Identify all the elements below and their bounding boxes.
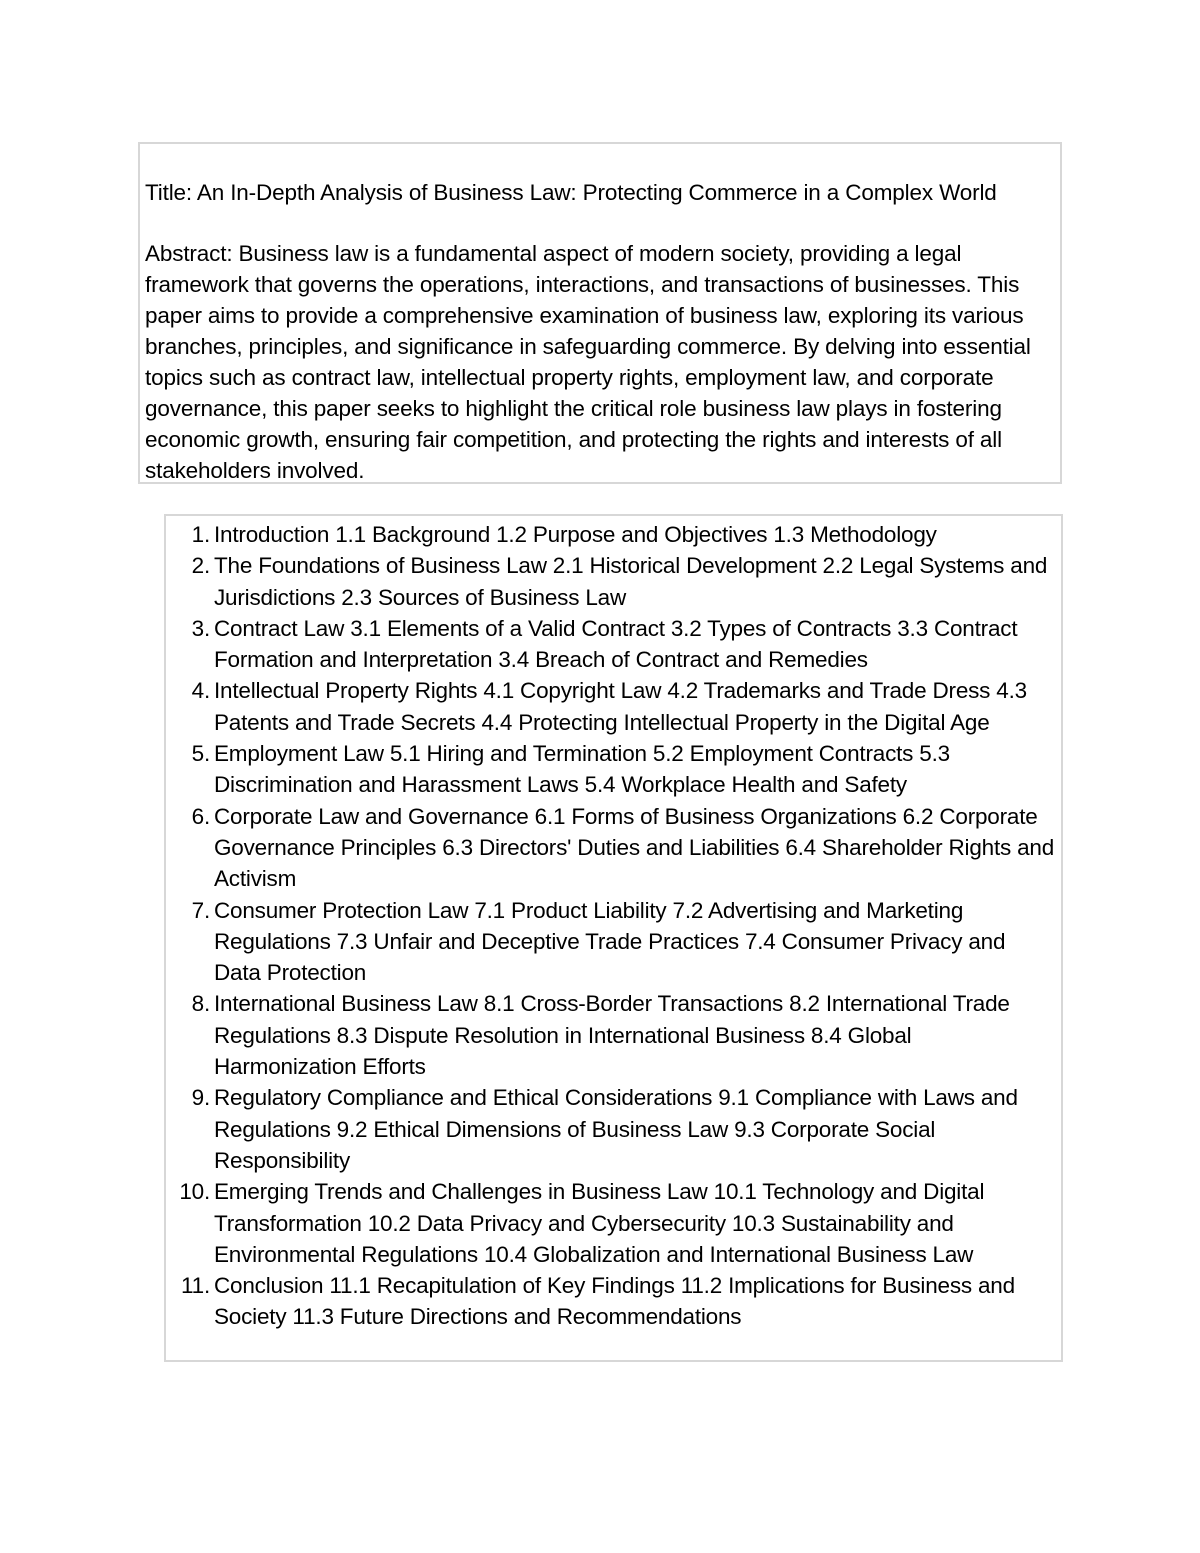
toc-item-number: 2. bbox=[191, 553, 210, 579]
toc-item-number: 4. bbox=[191, 678, 210, 704]
toc-item-text: Contract Law 3.1 Elements of a Valid Contract 3.2 Types of Contracts 3.3 Contract Formation and Interpretation 3.4 Breach of Contract and Remedies bbox=[214, 615, 1018, 673]
toc-item bbox=[166, 613, 1057, 676]
abstract-paragraph: Abstract: Business law is a fundamental aspect of modern society, providing a legal framework that governs the operations, interactions, and transactions of businesses. This paper aims to provide a comprehensive examination of business law, exploring its various branches, principles, and significance in safeguarding commerce. By delving into essential topics such as contract law, intellectual property rights, employment law, and corporate governance, this paper seeks to highlight the critical role business law plays in fostering economic growth, ensuring fair competition, and protecting the rights and interests of all stakeholders involved. bbox=[145, 241, 1031, 483]
table-of-contents bbox=[166, 519, 1057, 1333]
toc-item bbox=[166, 738, 1057, 801]
toc-item-number: 3. bbox=[191, 615, 210, 641]
toc-item-text: Regulatory Compliance and Ethical Considerations 9.1 Compliance with Laws and Regulations 9.2 Ethical Dimensions of Business Law 9.3 Corporate Social Responsibility bbox=[214, 1085, 1018, 1173]
toc-item bbox=[166, 550, 1057, 613]
toc-item-number: 1. bbox=[191, 522, 210, 547]
toc-item-text: The Foundations of Business Law 2.1 Historical Development 2.2 Legal Systems and Jurisdictions 2.3 Sources of Business Law bbox=[214, 553, 1048, 610]
toc-item bbox=[166, 801, 1057, 895]
toc-item-text: Corporate Law and Governance 6.1 Forms of Business Organizations 6.2 Corporate Governance Principles 6.3 Directors' Duties and Liabilities 6.4 Shareholder Rights and Activism bbox=[214, 803, 1055, 892]
toc-item bbox=[166, 1082, 1057, 1176]
toc-item-number: 6. bbox=[191, 803, 210, 829]
toc-item-number: 7. bbox=[191, 897, 210, 923]
toc-item-number: 11. bbox=[180, 1273, 210, 1299]
toc-item-text: Conclusion 11.1 Recapitulation of Key Findings 11.2 Implications for Business and Society 11.3 Future Directions and Recommendations bbox=[214, 1273, 1015, 1330]
toc-item-text: Intellectual Property Rights 4.1 Copyright Law 4.2 Trademarks and Trade Dress 4.3 Patents and Trade Secrets 4.4 Protecting Intellectual Property in the Digital Age bbox=[214, 678, 1027, 735]
toc-item bbox=[166, 519, 1057, 550]
toc-item-number: 5. bbox=[191, 741, 210, 767]
toc-item bbox=[166, 675, 1057, 738]
abstract-box bbox=[138, 142, 1062, 484]
toc-item-number: 8. bbox=[191, 991, 210, 1017]
toc-item-text: Emerging Trends and Challenges in Business Law 10.1 Technology and Digital Transformation 10.2 Data Privacy and Cybersecurity 10.3 Sustainability and Environmental Regulations 10.4 Globalization and International Business Law bbox=[214, 1179, 985, 1267]
toc-item-text: Employment Law 5.1 Hiring and Termination 5.2 Employment Contracts 5.3 Discrimination and Harassment Laws 5.4 Workplace Health and Safety bbox=[214, 741, 950, 798]
toc-item bbox=[166, 895, 1057, 989]
toc-item bbox=[166, 1270, 1057, 1333]
toc-item bbox=[166, 988, 1057, 1082]
toc-item-text: International Business Law 8.1 Cross-Border Transactions 8.2 International Trade Regulations 8.3 Dispute Resolution in International Business 8.4 Global Harmonization Efforts bbox=[214, 991, 1010, 1080]
toc-item-number: 10. bbox=[179, 1179, 210, 1205]
toc-item-number: 9. bbox=[191, 1085, 210, 1111]
toc-item-text: Introduction 1.1 Background 1.2 Purpose and Objectives 1.3 Methodology bbox=[214, 522, 937, 547]
toc-item bbox=[166, 1176, 1057, 1270]
table-of-contents-box bbox=[164, 514, 1063, 1362]
toc-item-text: Consumer Protection Law 7.1 Product Liability 7.2 Advertising and Marketing Regulations 7.3 Unfair and Deceptive Trade Practices 7.4 Consumer Privacy and Data Protection bbox=[214, 897, 1006, 986]
document-title: Title: An In-Depth Analysis of Business Law: Protecting Commerce in a Complex World bbox=[145, 180, 997, 205]
